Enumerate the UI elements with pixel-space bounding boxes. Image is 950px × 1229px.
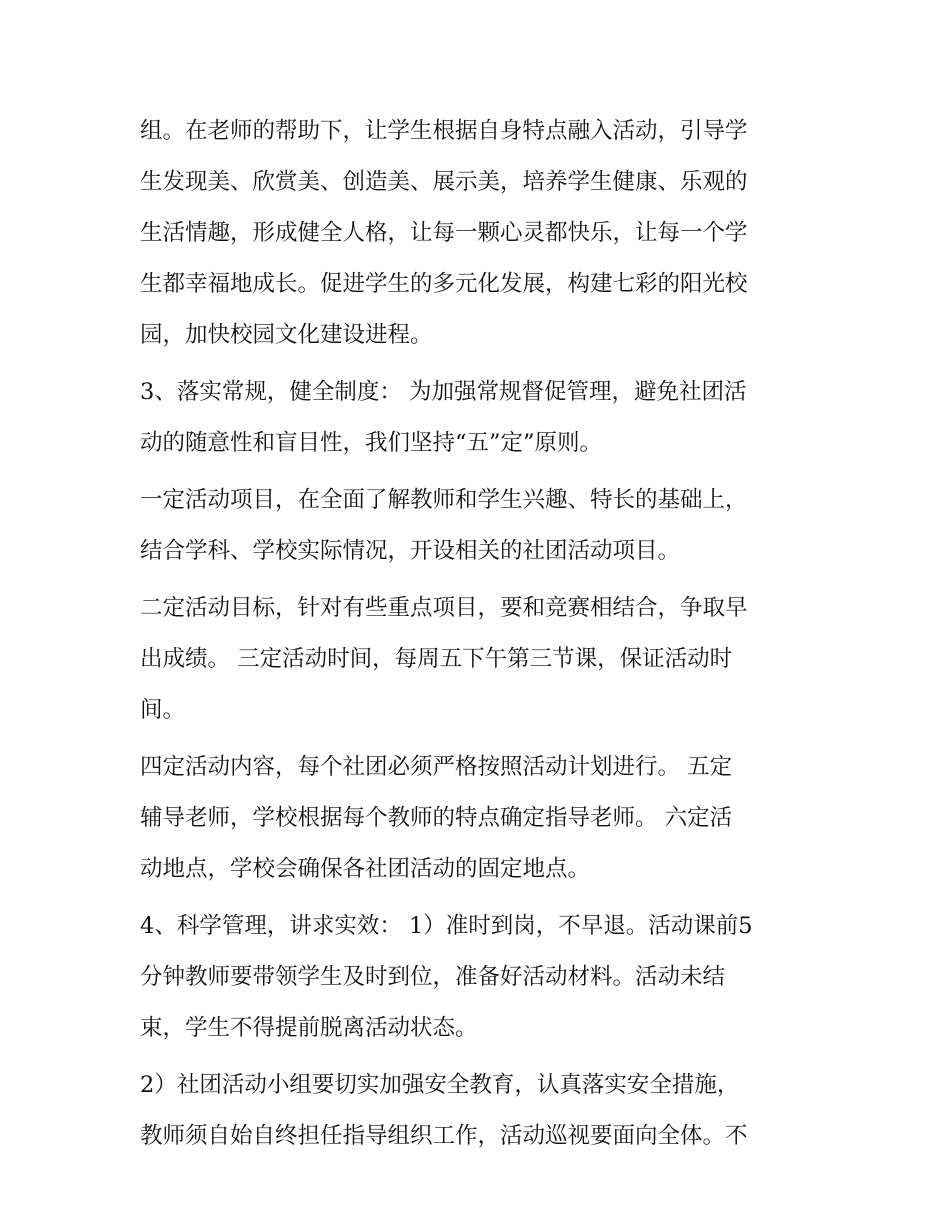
text-line: 教师须自始自终担任指导组织工作，活动巡视要面向全体。不 [140, 1123, 748, 1149]
text-line: 4、科学管理，讲求实效： 1）准时到岗，不早退。活动课前5 [140, 913, 753, 939]
text-line: 生发现美、欣赏美、创造美、展示美，培养学生健康、乐观的 [140, 169, 748, 195]
text-line: 间。 [140, 697, 186, 723]
text-line: 组。在老师的帮助下，让学生根据自身特点融入活动，引导学 [140, 118, 748, 144]
text-line: 辅导老师，学校根据每个教师的特点确定指导老师。 六定活 [140, 805, 733, 831]
text-line: 园，加快校园文化建设进程。 [140, 322, 433, 348]
paragraph-section-4 [140, 901, 816, 1054]
paragraph-safety [140, 1060, 816, 1162]
text-line: 分钟教师要带领学生及时到位，准备好活动材料。活动未结 [140, 964, 726, 990]
text-line: 四定活动内容，每个社团必须严格按照活动计划进行。 五定 [140, 754, 733, 780]
text-line: 2）社团活动小组要切实加强安全教育，认真落实安全措施， [140, 1072, 740, 1098]
paragraph-rule-4-6 [140, 742, 816, 895]
text-line: 生都幸福地成长。促进学生的多元化发展，构建七彩的阳光校 [140, 271, 748, 297]
text-line: 3、落实常规，健全制度： 为加强常规督促管理，避免社团活 [140, 379, 747, 405]
paragraph-section-3 [140, 367, 816, 469]
text-line: 动地点，学校会确保各社团活动的固定地点。 [140, 856, 591, 882]
text-line: 二定活动目标，针对有些重点项目，要和竞赛相结合，争取早 [140, 595, 748, 621]
paragraph-rule-1 [140, 475, 816, 577]
text-line: 生活情趣，形成健全人格，让每一颗心灵都快乐，让每一个学 [140, 220, 748, 246]
text-line: 一定活动项目，在全面了解教师和学生兴趣、特长的基础上， [140, 487, 748, 513]
paragraph-rule-2-3 [140, 583, 816, 736]
paragraph-goals-continuation [140, 106, 816, 361]
text-line: 结合学科、学校实际情况，开设相关的社团活动项目。 [140, 538, 681, 564]
text-line: 束，学生不得提前脱离活动状态。 [140, 1015, 478, 1041]
document-body [140, 106, 816, 1168]
text-line: 出成绩。 三定活动时间，每周五下午第三节课，保证活动时 [140, 646, 733, 672]
text-line: 动的随意性和盲目性，我们坚持“五”定”原则。 [140, 430, 603, 456]
